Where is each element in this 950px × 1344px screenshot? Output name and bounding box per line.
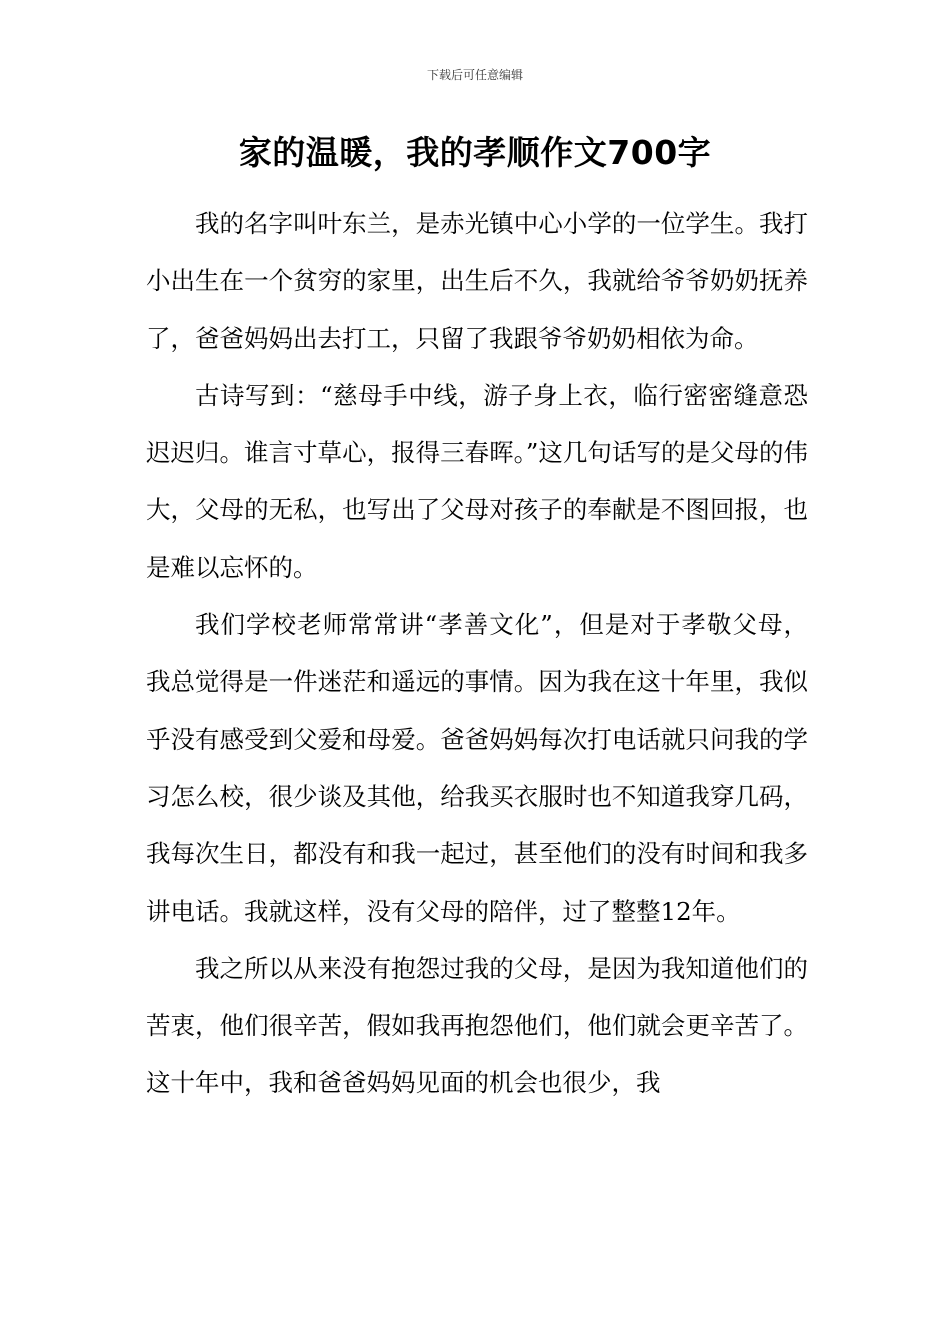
- document-title: 家的温暖，我的孝顺作文700字: [238, 133, 712, 172]
- header-note: 下载后可任意编辑: [426, 68, 523, 82]
- paragraph: 我们学校老师常常讲“孝善文化”，但是对于孝敬父母，我总觉得是一件迷茫和遥远的事情。因为我在这十年里，我似乎没有感受到父爱和母爱。爸爸妈妈每次打电话就只问我的学习怎么校，很少谈及其他，给我买衣服时也不知道我穿几码，我每次生日，都没有和我一起过，甚至他们的没有时间和我多讲电话。我就这样，没有父母的陪伴，过了整整12年。: [146, 610, 808, 926]
- paragraph: 古诗写到：“慈母手中线，游子身上衣，临行密密缝意恐迟迟归。谁言寸草心，报得三春晖。”这几句话写的是父母的伟大，父母的无私，也写出了父母对孩子的奉献是不图回报，也是难以忘怀的。: [146, 380, 808, 582]
- document-body: [146, 195, 808, 1112]
- paragraph: 我的名字叫叶东兰，是赤光镇中心小学的一位学生。我打小出生在一个贫穷的家里，出生后不久，我就给爷爷奶奶抚养了，爸爸妈妈出去打工，只留了我跟爷爷奶奶相依为命。: [146, 209, 808, 353]
- paragraph: 我之所以从来没有抱怨过我的父母，是因为我知道他们的苦衷，他们很辛苦，假如我再抱怨他们，他们就会更辛苦了。这十年中，我和爸爸妈妈见面的机会也很少，我: [146, 953, 808, 1098]
